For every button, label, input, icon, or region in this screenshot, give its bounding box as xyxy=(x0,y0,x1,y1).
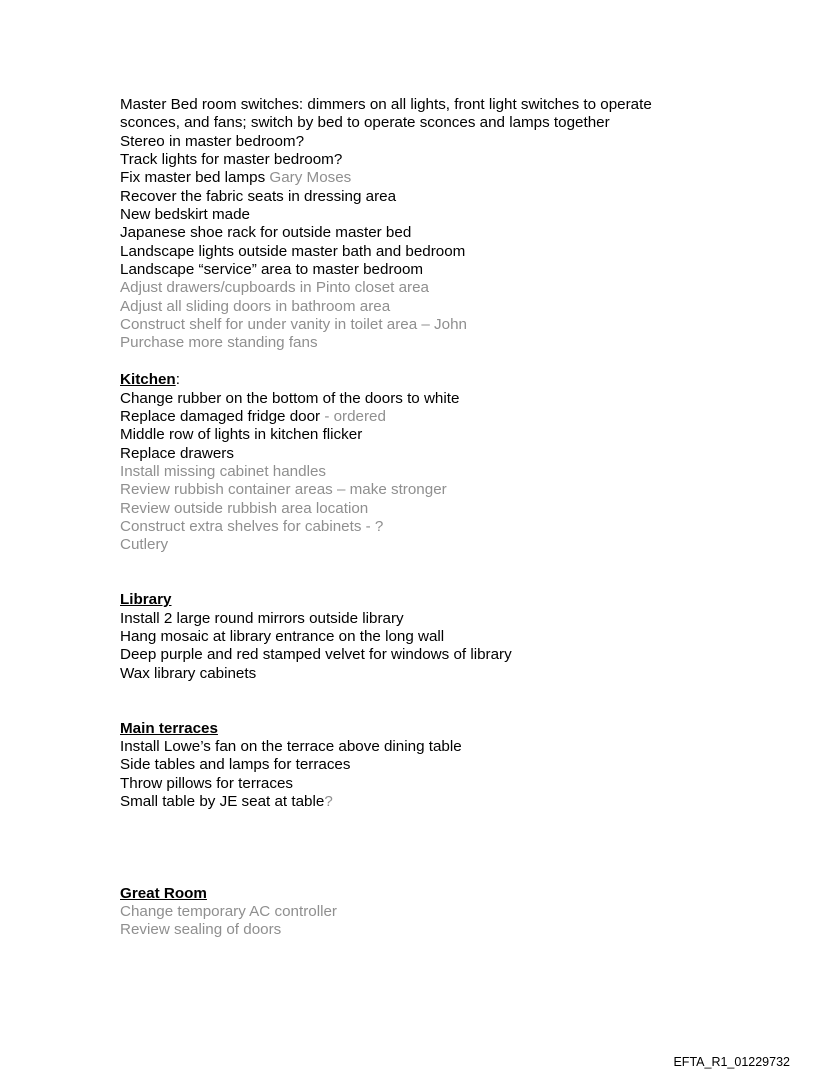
spacer xyxy=(120,353,760,371)
list-item: Hang mosaic at library entrance on the long wall xyxy=(120,627,445,645)
list-item xyxy=(120,169,760,187)
great-room-heading: Great Room xyxy=(120,884,207,902)
spacer xyxy=(120,811,760,884)
terraces-heading: Main terraces xyxy=(120,719,218,737)
list-item: Landscape “service” area to master bedroom xyxy=(120,261,424,279)
list-item: Side tables and lamps for terraces xyxy=(120,756,351,774)
list-item-done: Review sealing of doors xyxy=(120,921,282,939)
list-item xyxy=(120,793,760,811)
list-item-done: Adjust drawers/cupboards in Pinto closet area xyxy=(120,279,429,297)
list-item: Landscape lights outside master bath and bedroom xyxy=(120,242,466,260)
item-note: ? xyxy=(324,793,333,811)
list-item-done: Review rubbish container areas – make stronger xyxy=(120,481,447,499)
list-item-done: Purchase more standing fans xyxy=(120,334,318,352)
spacer xyxy=(120,683,760,720)
list-item: Throw pillows for terraces xyxy=(120,774,294,792)
library-heading: Library xyxy=(120,591,172,609)
list-item-done: Construct extra shelves for cabinets - ? xyxy=(120,517,384,535)
item-note: Gary Moses xyxy=(269,169,352,187)
list-item: Deep purple and red stamped velvet for windows of library xyxy=(120,646,512,664)
master-bedroom-section xyxy=(120,96,760,353)
library-section xyxy=(120,591,760,683)
terraces-section xyxy=(120,720,760,812)
list-item-done: Change temporary AC controller xyxy=(120,903,337,921)
section-heading xyxy=(120,720,760,738)
list-item: Recover the fabric seats in dressing area xyxy=(120,187,397,205)
list-item-done: Review outside rubbish area location xyxy=(120,499,369,517)
document-body xyxy=(120,96,760,940)
list-item-done: Adjust all sliding doors in bathroom area xyxy=(120,297,391,315)
list-item xyxy=(120,408,760,426)
list-item: Middle row of lights in kitchen flicker xyxy=(120,426,363,444)
list-item: Wax library cabinets xyxy=(120,664,257,682)
list-item: Install Lowe’s fan on the terrace above dining table xyxy=(120,738,462,756)
list-item: Change rubber on the bottom of the doors to white xyxy=(120,389,460,407)
list-item: Replace drawers xyxy=(120,444,234,462)
list-item: Install 2 large round mirrors outside library xyxy=(120,609,404,627)
list-item: Japanese shoe rack for outside master bed xyxy=(120,224,412,242)
list-item: Stereo in master bedroom? xyxy=(120,132,305,150)
section-heading xyxy=(120,371,760,389)
kitchen-heading: Kitchen xyxy=(120,371,176,389)
item-text: Fix master bed lamps xyxy=(120,169,270,187)
list-item-done: Construct shelf for under vanity in toilet area – John xyxy=(120,316,467,334)
list-item-done: Install missing cabinet handles xyxy=(120,462,326,480)
section-heading xyxy=(120,885,760,903)
kitchen-section xyxy=(120,371,760,554)
great-room-section xyxy=(120,885,760,940)
item-note: - ordered xyxy=(320,407,386,425)
list-item: New bedskirt made xyxy=(120,206,250,224)
document-id: EFTA_R1_01229732 xyxy=(673,1055,790,1069)
list-item: sconces, and fans; switch by bed to operate sconces and lamps together xyxy=(120,114,610,132)
spacer xyxy=(120,555,760,592)
list-item-done: Cutlery xyxy=(120,536,169,554)
item-text: Small table by JE seat at table xyxy=(120,793,325,811)
item-text: Replace damaged fridge door xyxy=(120,407,321,425)
heading-colon: : xyxy=(175,371,180,389)
list-item: Master Bed room switches: dimmers on all lights, front light switches to operate xyxy=(120,96,652,113)
list-item: Track lights for master bedroom? xyxy=(120,151,343,169)
section-heading xyxy=(120,591,760,609)
